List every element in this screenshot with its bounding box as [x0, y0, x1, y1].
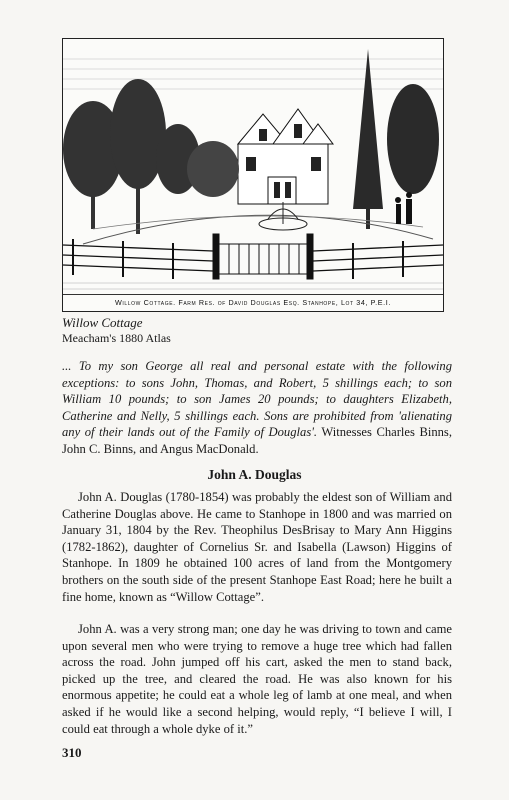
page-number: 310	[62, 745, 82, 760]
section-heading: John A. Douglas	[207, 467, 302, 482]
will-witnesses: Witnesses Charles Binns, John C. Binns, and Angus MacDonald.	[62, 425, 452, 456]
willow-cottage-engraving	[62, 38, 444, 312]
figure-caption-source: Meacham's 1880 Atlas	[62, 331, 171, 345]
will-excerpt	[62, 358, 452, 457]
will-excerpt-italic: ... To my son George all real and personal estate with the following exceptions: to sons John, Thomas, and Robert, 5 shillings each; to son William 10 pounds; to son James 20 pounds; to daughters Elizabeth, Catherine and Nelly, 5 shillings each. Sons are prohibited from 'alienating any of their lands out of the Family of Douglas'.	[62, 359, 452, 439]
engraving-illustration	[63, 39, 443, 295]
paragraph-2: John A. was a very strong man; one day he was driving to town and came upon several men who were trying to remove a huge tree which had fallen across the road. John jumped off his cart, asked the men to stand back, picked up the tree, and cleared the road. He was also known for his enormous appetite; he could eat a whole leg of lamb at one meal, and when asked if he would like a second helping, would reply, “I believe I will, I could eat through a whole dyke of it.”	[62, 622, 452, 736]
paragraph-1: John A. Douglas (1780-1854) was probably the eldest son of William and Catherine Douglas above. He came to Stanhope in 1800 and was married on January 31, 1804 by the Rev. Theophilus DesBrisay to Mary Ann Higgins (1782-1862), daughter of Cornelius Sr. and Isabella (Lawson) Higgins of Stanhope. In 1809 he obtained 100 acres of land from the Montgomery brothers on the south side of the present Stanhope East Road; here he built a fine home, known as “Willow Cottage”.	[62, 490, 452, 604]
figure-caption-title: Willow Cottage	[62, 315, 143, 330]
engraving-caption: Willow Cottage. Farm Res. of David Douglas Esq. Stanhope, Lot 34, P.E.I.	[63, 294, 443, 311]
